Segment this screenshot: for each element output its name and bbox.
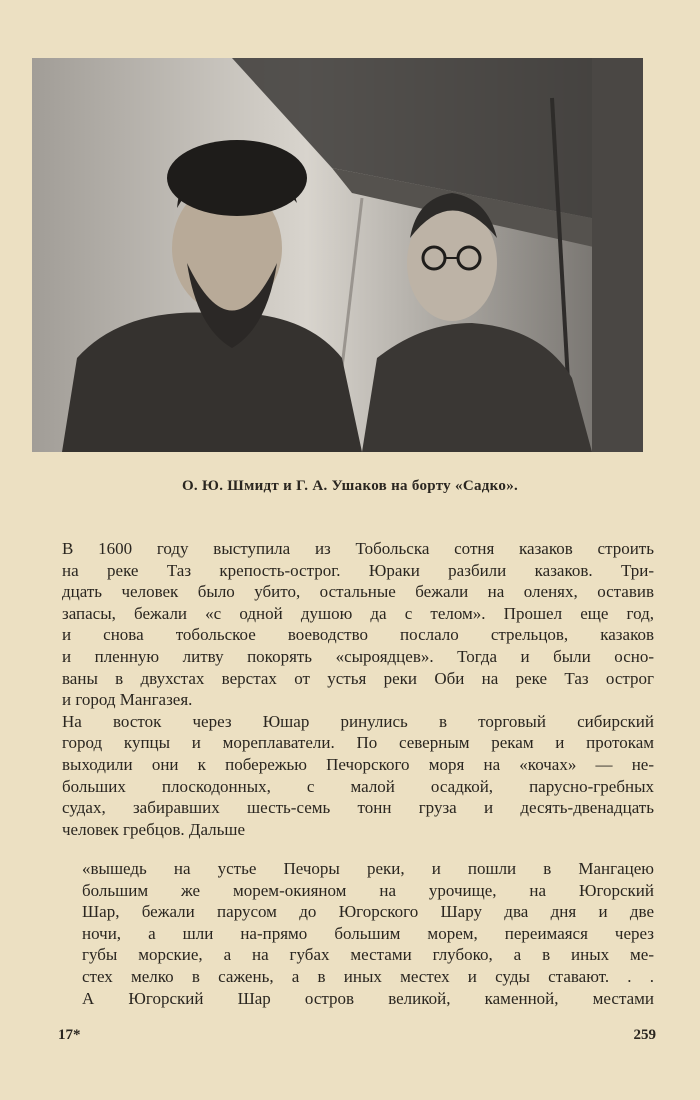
text-line: В 1600 году выступила из Тобольска сотня казаков строить (62, 539, 654, 558)
text-line: и снова тобольское воеводство послало стрельцов, казаков (62, 625, 654, 645)
quote-line: А Югорский Шар остров великой, каменной, местами (82, 988, 654, 1008)
quote-line: губы морские, а на губах местами глубоко, а в иных ме- (82, 945, 654, 965)
text-line: запасы, бежали «с одной душою да с телом». Прошел еще год, (62, 603, 654, 623)
quote-line: ночи, а шли на-прямо большим морем, переимаяся через (82, 923, 654, 943)
quote-line: стех мелко в сажень, а в иных местех и суды ставают. . . (82, 966, 654, 986)
quotation (82, 858, 654, 1009)
text-line: и пленную литву покорять «сыроядцев». Тогда и были осно- (62, 646, 654, 666)
text-line: дцать человек было убито, остальные бежали на оленях, оставив (62, 582, 654, 602)
quote-line: Шар, бежали парусом до Югорского Шару два дня и две (82, 902, 654, 922)
photograph (32, 58, 643, 452)
quote-line: «вышедь на устье Печоры реки, и пошли в Мангацею (82, 859, 654, 878)
text-line: выходили они к побережью Печорского моря на «кочах» — не- (62, 754, 654, 774)
text-line: и город Мангазея. (62, 690, 193, 710)
text-line: ваны в двухстах верстах от устья реки Оби на реке Таз острог (62, 668, 654, 688)
text-line: На восток через Юшар ринулись в торговый сибирский (62, 711, 654, 731)
text-line: судах, забиравших шесть-семь тонн груза и десять-двенадцать (62, 798, 654, 818)
text-line: человек гребцов. Дальше (62, 819, 246, 839)
text-line: город купцы и мореплаватели. По северным рекам и протокам (62, 733, 654, 753)
body-text (62, 538, 654, 840)
quote-line: большим же морем-окияном на урочище, на Югорский (82, 880, 654, 900)
page-number: 259 (633, 1027, 656, 1043)
photo-caption: О. Ю. Шмидт и Г. А. Ушаков на борту «Садко». (181, 478, 519, 494)
signature-mark: 17* (58, 1027, 81, 1043)
text-line: больших плоскодонных, с малой осадкой, парусно-гребных (62, 776, 654, 796)
text-line: на реке Таз крепость-острог. Юраки разбили казаков. Три- (62, 560, 654, 580)
